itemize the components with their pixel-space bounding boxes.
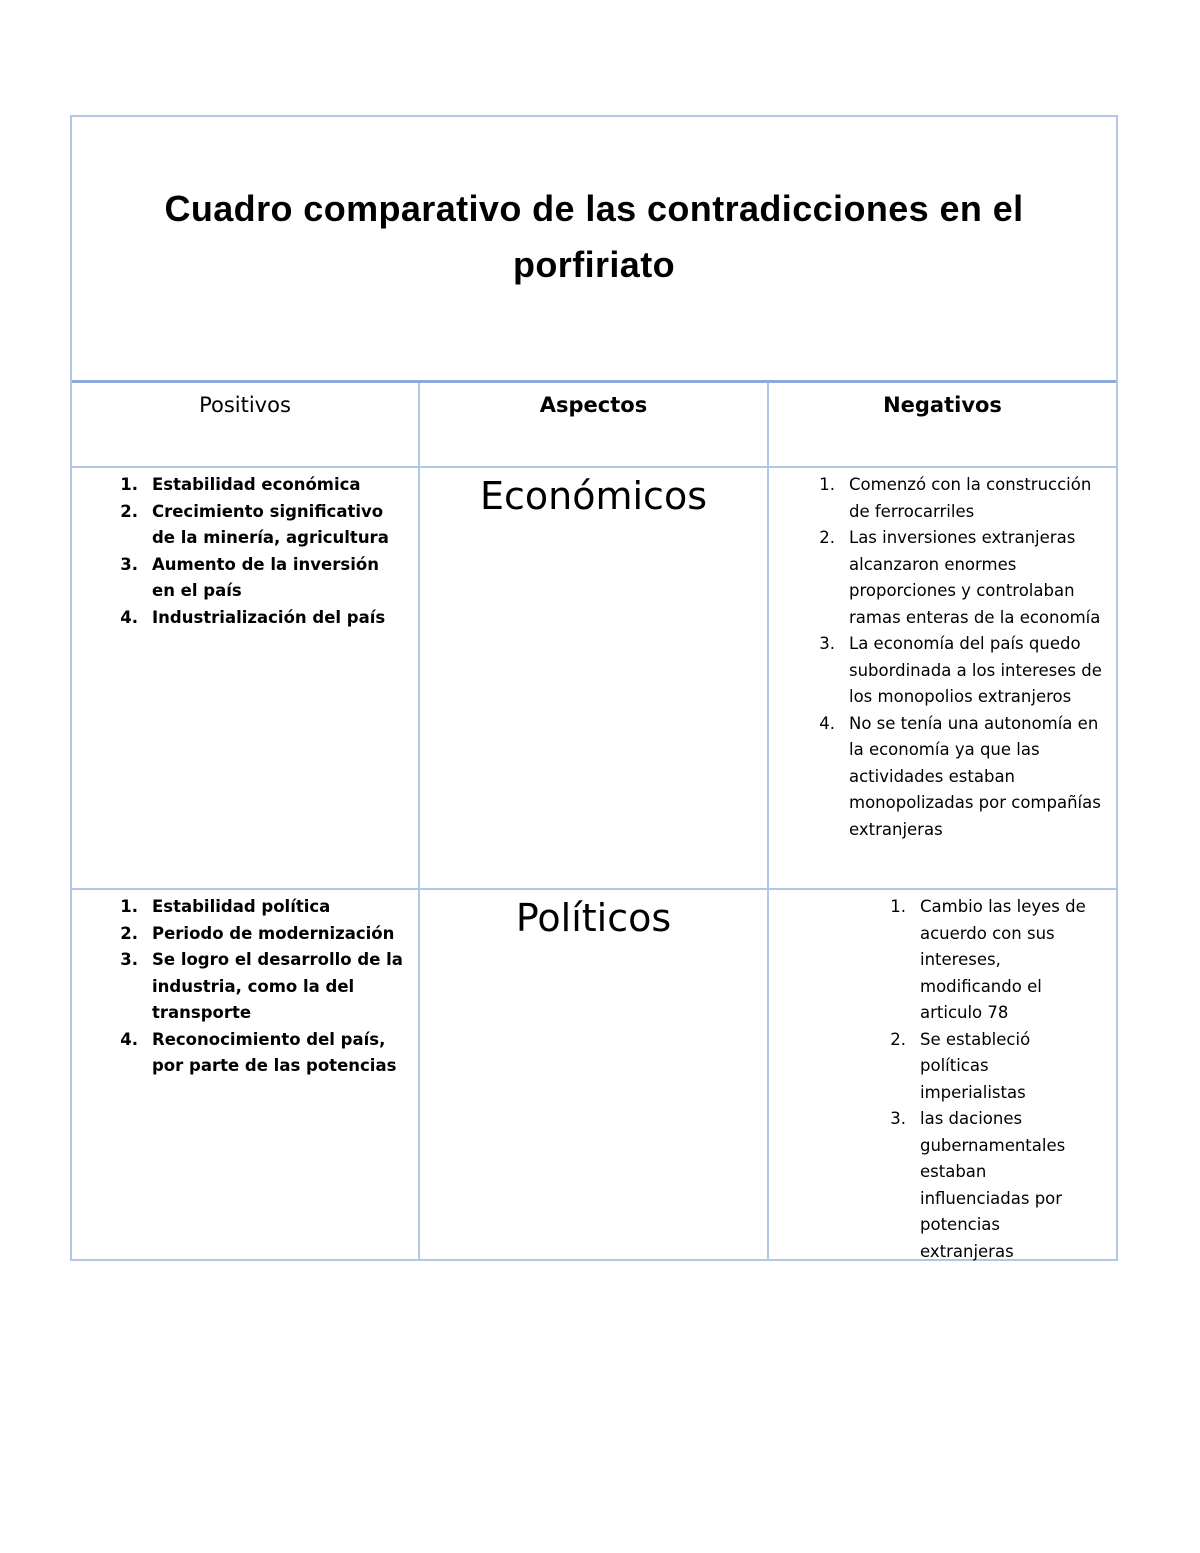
row-politicos <box>72 890 1116 1259</box>
politicos-positivos-cell <box>72 890 420 1259</box>
list-item: 3. Se logro el desarrollo de la industria, como la del transporte <box>120 950 403 1022</box>
header-positivos: Positivos <box>72 383 420 466</box>
list-item: 2. Periodo de modernización <box>120 923 395 943</box>
title-row <box>72 117 1116 383</box>
list-item: 1. Cambio las leyes de acuerdo con sus intereses, modificando el articulo 78 <box>890 897 1086 1022</box>
economicos-positivos-cell <box>72 468 420 888</box>
list-item: 2. Crecimiento significativo de la minería, agricultura <box>120 501 389 547</box>
header-aspectos: Aspectos <box>420 383 769 466</box>
list-item: 3. La economía del país quedo subordinada a los intereses de los monopolios extranjeros <box>819 634 1102 706</box>
list-item: 1. Estabilidad política <box>120 897 331 916</box>
aspect-politicos: Políticos <box>420 890 769 1259</box>
list-item: 2. Las inversiones extranjeras alcanzaron enormes proporciones y controlaban ramas enteras de la economía <box>819 528 1101 627</box>
list-item: 3. las daciones gubernamentales estaban influenciadas por potencias extranjeras <box>890 1109 1066 1261</box>
list-item: 1. Comenzó con la construcción de ferrocarriles <box>819 475 1092 521</box>
list-item: 4. Reconocimiento del país, por parte de las potencias <box>120 1029 397 1075</box>
list-item: 4. No se tenía una autonomía en la economía ya que las actividades estaban monopolizadas por compañías extranjeras <box>819 713 1101 839</box>
list-item: 1. Estabilidad económica <box>120 475 361 494</box>
economicos-positivos-list <box>72 468 418 631</box>
economicos-negativos-cell <box>769 468 1116 888</box>
politicos-positivos-list <box>72 890 418 1080</box>
politicos-negativos-cell <box>769 890 1116 1259</box>
politicos-negativos-list <box>769 890 1116 1265</box>
aspect-economicos: Económicos <box>420 468 769 888</box>
row-economicos <box>72 468 1116 890</box>
list-item: 4. Industrialización del país <box>120 607 386 627</box>
list-item: 2. Se estableció políticas imperialistas <box>890 1029 1031 1102</box>
header-negativos: Negativos <box>883 393 1002 417</box>
header-row <box>72 383 1116 468</box>
comparison-table <box>70 115 1118 1261</box>
economicos-negativos-list <box>769 468 1116 843</box>
list-item: 3. Aumento de la inversión en el país <box>120 554 379 600</box>
document-title: Cuadro comparativo de las contradicciones en el porfiriato <box>164 188 1024 285</box>
